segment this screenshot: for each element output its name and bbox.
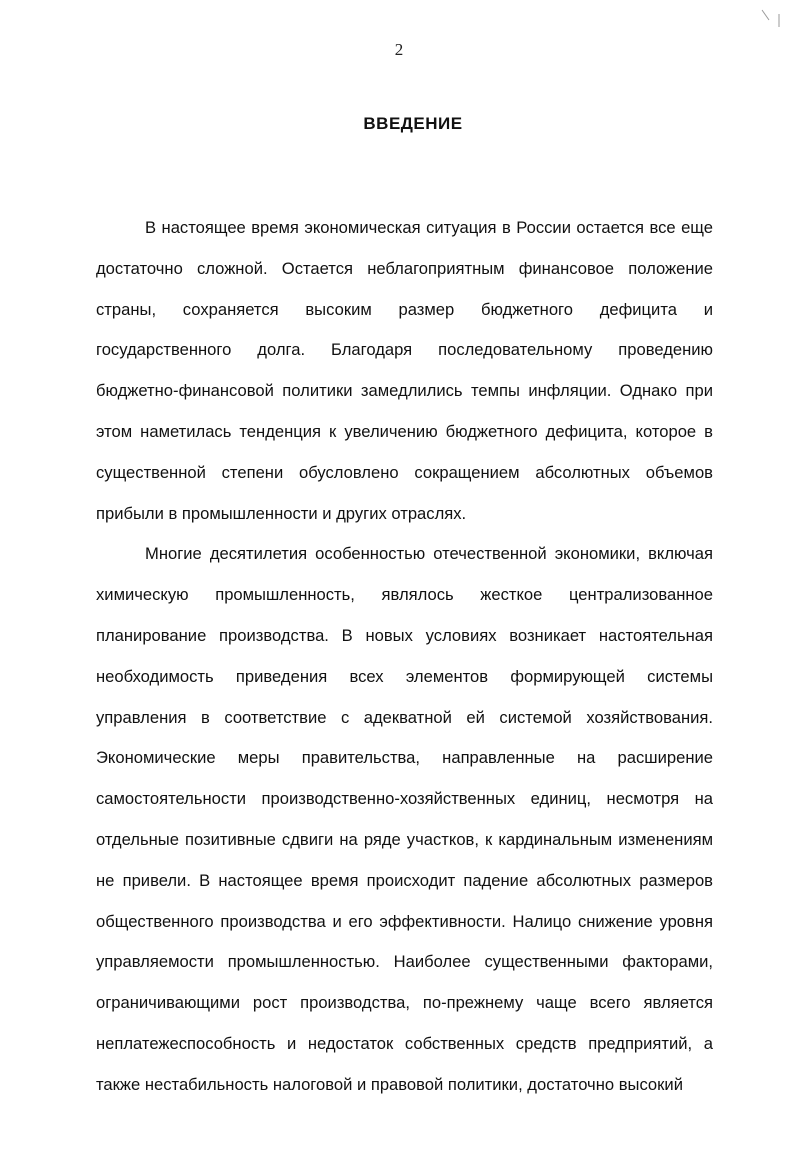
paragraph: В настоящее время экономическая ситуация в России остается все еще достаточно сложной. Остается неблагоприятным финансовое положение страны, сохраняется высоким размер бюджетного дефицита и государственного долга. Благодаря последовательному проведению бюджетно-финансовой политики замедлились темпы инфляции. Однако при этом наметилась тенденция к увеличению бюджетного дефицита, которое в существенной степени обусловлено сокращением абсолютных объемов прибыли в промышленности и других отраслях. [96,218,713,523]
scan-artifact-mark [760,8,782,28]
section-heading: ВВЕДЕНИЕ [363,114,463,133]
body-text [96,208,713,1106]
page-number: 2 [394,40,404,59]
paragraph: Многие десятилетия особенностью отечественной экономики, включая химическую промышленность, являлось жесткое централизованное планирование производства. В новых условиях возникает настоятельная необходимость приведения всех элементов формирующей системы управления в соответствие с адекватной ей системой хозяйствования. Экономические меры правительства, направленные на расширение самостоятельности производственно-хозяйственных единиц, несмотря на отдельные позитивные сдвиги на ряде участков, к кардинальным изменениям не привели. В настоящее время происходит падение абсолютных размеров общественного производства и его эффективности. Налицо снижение уровня управляемости промышленностью. Наиболее существенными факторами, ограничивающими рост производства, по-прежнему чаще всего является неплатежеспособность и недостаток собственных средств предприятий, а также нестабильность налоговой и правовой политики, достаточно высокий [96,544,713,1094]
